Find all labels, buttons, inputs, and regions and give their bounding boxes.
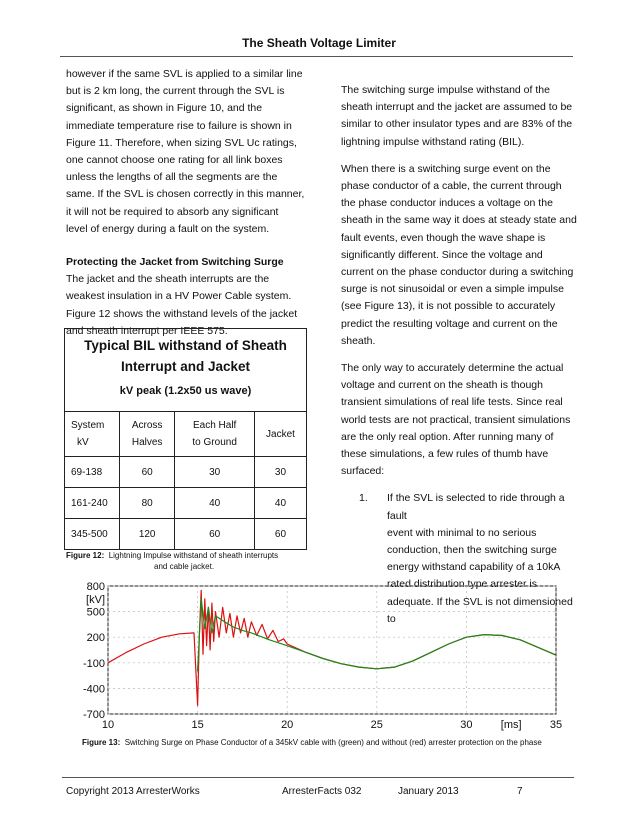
- x-tick-label: [ms]: [500, 719, 522, 731]
- footer-rule: [62, 777, 574, 778]
- right-para-2: When there is a switching surge event on the phase conductor of a cable, the current through the phase conductor induces a voltage on the sheath in the same way it does at steady state and fault events, even though the wave shape is significantly different. Since the voltage and current on the phase conductor during a switching surge is not sinusoidal or even a simple impulse (see Figure 13), it is not possible to accurately predict the resulting voltage and current on the sheath.: [341, 162, 577, 347]
- bil-withstand-table: [64, 328, 307, 550]
- table-row: 161-240 80 40 40: [65, 488, 306, 519]
- y-tick-label: 500: [86, 606, 105, 619]
- x-tick-label: 35: [549, 719, 563, 731]
- y-tick-label: 200: [86, 632, 105, 645]
- table-title: Typical BIL withstand of Sheath Interrupt and Jacket: [84, 338, 287, 374]
- footer-doc-id: ArresterFacts 032: [282, 786, 362, 797]
- page-header-title: The Sheath Voltage Limiter: [242, 36, 396, 50]
- table-row: 345-500 120 60 60: [65, 519, 306, 550]
- list-text: If the SVL is selected to ride through a fault event with minimal to no serious conduction, then the switching surge energy withstand capability of a 10kA rated distribution type arrester is adequate. If the SVL is not dimensioned to: [387, 492, 573, 625]
- figure-13-caption: Figure 13: Switching Surge on Phase Conductor of a 345kV cable with (green) and without (red) arrester protection on the phase: [82, 738, 542, 747]
- figure-12-caption: Figure 12: Lightning Impulse withstand of sheath interrupts and cable jacket.: [66, 551, 279, 571]
- table-header-row: System kV Across Halves Each Half to Ground Jacket: [65, 412, 306, 457]
- y-tick-label: -700: [82, 709, 105, 721]
- footer-copyright: Copyright 2013 ArresterWorks: [66, 786, 200, 797]
- switching-surge-chart: [62, 578, 572, 736]
- right-column: [341, 82, 581, 628]
- y-tick-label: 800: [86, 581, 105, 593]
- left-column: [66, 66, 316, 340]
- x-tick-label: 15: [191, 719, 204, 731]
- table-unit-label: kV peak (1.2x50 us wave): [119, 385, 252, 397]
- plot-frame: [108, 586, 556, 714]
- footer-date: January 2013: [398, 786, 459, 797]
- section-subheading: Protecting the Jacket from Switching Surge: [66, 256, 284, 269]
- x-tick-label: 10: [101, 719, 115, 731]
- y-tick-label: -100: [82, 657, 105, 670]
- left-para-1: however if the same SVL is applied to a similar line but is 2 km long, the current through the SVL is significant, as shown in Figure 10, and the immediate temperature rise to failure is shown in Figure 11. Therefore, when sizing SVL Uc ratings, one cannot choose one rating for all link boxes unless the lengths of all the segments are the same. If the SVL is chosen correctly in this manner, it will not be required to absorb any significant level of energy during a fault on the system.: [66, 68, 305, 235]
- right-para-1: The switching surge impulse withstand of the sheath interrupt and the jacket are assumed to be similar to other insulator types and are 83% of the lightning impulse withstand rating (BIL).: [341, 84, 573, 148]
- table-grid: [65, 411, 306, 549]
- y-tick-label: [kV]: [86, 593, 105, 606]
- x-tick-label: 30: [460, 719, 473, 731]
- footer-page-number: 7: [517, 786, 523, 797]
- header-rule: [60, 56, 573, 57]
- series-line-green-with-arrester: [198, 599, 556, 672]
- table-row: 69-138 60 30 30: [65, 457, 306, 488]
- right-para-3: The only way to accurately determine the actual voltage and current on the sheath is though transient simulations of real life tests. Since real world tests are not practical, transient simulations are the only real option. After running many of these simulations, a few rules of thumb have surfaced:: [341, 362, 571, 478]
- list-number: 1.: [359, 492, 368, 505]
- x-tick-label: 20: [281, 719, 294, 731]
- left-para-2: The jacket and the sheath interrupts are the weakest insulation in a HV Power Cable system. Figure 12 shows the withstand levels of the jacket and sheath interrupt per IEEE 575.: [66, 273, 298, 337]
- x-tick-label: 25: [370, 719, 383, 731]
- y-tick-label: -400: [82, 683, 105, 696]
